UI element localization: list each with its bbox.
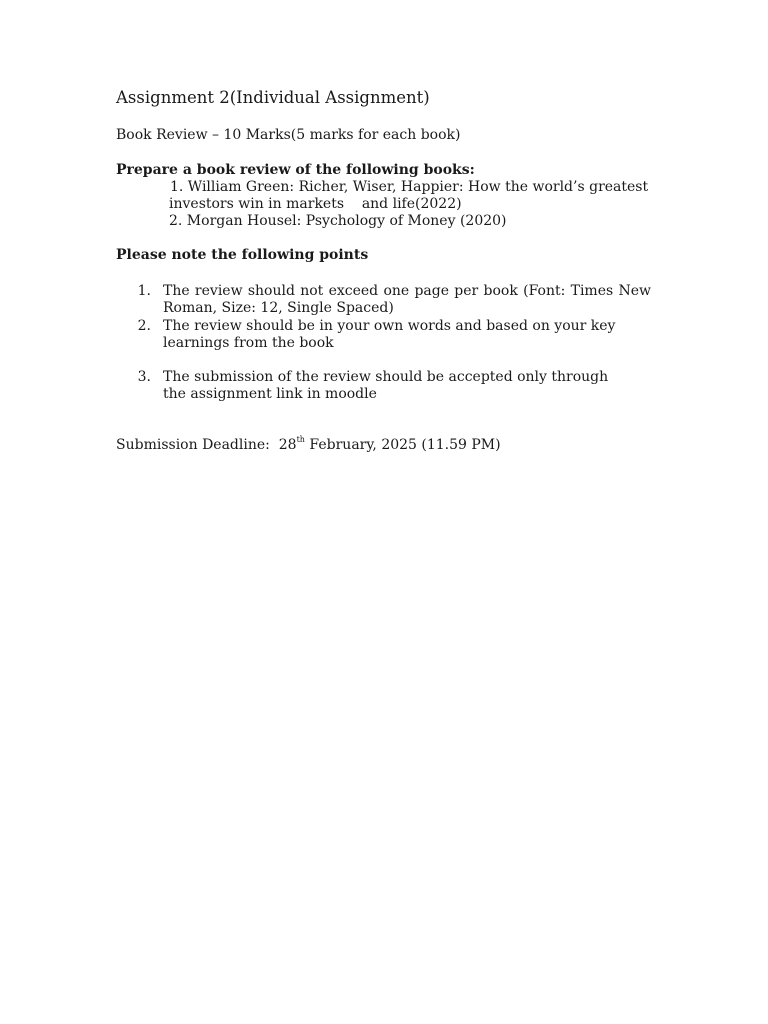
points-heading: Please note the following points [116, 247, 369, 263]
submission-deadline [116, 437, 501, 454]
deadline-label: Submission Deadline: [116, 437, 270, 453]
assignment-title: Assignment 2(Individual Assignment) [116, 88, 430, 107]
deadline-day: 28 [278, 437, 297, 453]
point-text: The review should be in your own words and based on your key learnings from the book [163, 318, 616, 351]
deadline-day-suffix: th [296, 435, 305, 445]
marks-line: Book Review – 10 Marks(5 marks for each book) [116, 127, 461, 143]
book-item-2: 2. Morgan Housel: Psychology of Money (2020) [169, 213, 507, 229]
deadline-date-time: February, 2025 (11.59 PM) [309, 437, 501, 453]
point-number: 2. [137, 318, 151, 334]
point-number: 3. [137, 369, 151, 385]
point-text: The submission of the review should be accepted only through the assignment link in moodle [163, 369, 609, 402]
point-number: 1. [137, 283, 151, 299]
point-text: The review should not exceed one page per book (Font: Times New Roman, Size: 12, Single Spaced) [163, 283, 651, 316]
book-item-1-line-2: investors win in markets and life(2022) [169, 196, 462, 212]
books-heading: Prepare a book review of the following books: [116, 162, 475, 178]
book-item-1-line-1: 1. William Green: Richer, Wiser, Happier: How the world’s greatest [170, 179, 649, 195]
